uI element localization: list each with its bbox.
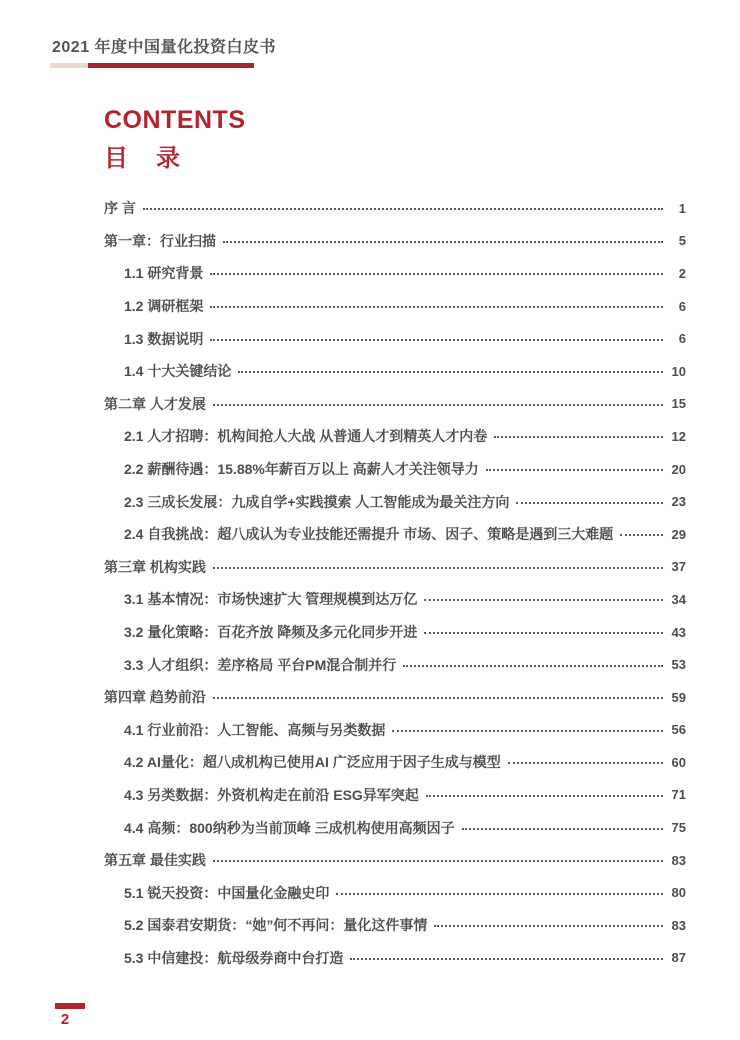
toc-entry-label: 2.3 三成长发展：九成自学+实践摸索 人工智能成为最关注方向 <box>124 493 510 510</box>
toc-entry-label: 3.1 基本情况：市场快速扩大 管理规模到达万亿 <box>124 591 418 608</box>
toc-entry-label: 第一章：行业扫描 <box>104 232 216 249</box>
toc-page-number: 83 <box>671 917 686 933</box>
toc-entry-label: 1.2 调研框架 <box>124 298 204 315</box>
toc-page-number: 43 <box>671 624 686 640</box>
toc-row <box>104 681 686 714</box>
toc-row <box>104 388 686 421</box>
toc-row <box>104 583 686 616</box>
toc-entry-label: 第五章 最佳实践 <box>104 852 206 869</box>
footer-page-number: 2 <box>60 1011 70 1028</box>
dot-leader <box>213 567 663 569</box>
toc-entry-label: 1.1 研究背景 <box>124 265 204 282</box>
toc-entry-label: 4.2 AI量化：超八成机构已使用AI 广泛应用于因子生成与模型 <box>124 754 501 771</box>
toc-row <box>104 811 686 844</box>
toc-row <box>104 192 686 225</box>
toc-row <box>104 225 686 258</box>
toc-page-number: 2 <box>678 265 686 281</box>
toc-entry-label: 4.3 另类数据：外资机构走在前沿 ESG异军突起 <box>124 786 419 803</box>
toc-page-number: 53 <box>671 657 686 673</box>
toc-page-number: 6 <box>678 298 686 314</box>
dot-leader <box>238 371 663 373</box>
header-rule-red-segment <box>88 63 254 68</box>
toc-entry-label: 1.3 数据说明 <box>124 330 204 347</box>
toc-entry-label: 5.2 国泰君安期货：“她”何不再问：量化这件事情 <box>124 917 428 934</box>
toc-entry-label: 5.3 中信建投：航母级券商中台打造 <box>124 949 344 966</box>
toc-row <box>104 942 686 975</box>
header-rule-pink-segment <box>50 63 88 68</box>
toc-page-number: 15 <box>671 396 686 412</box>
toc-entry-label: 3.2 量化策略：百花齐放 降频及多元化同步开进 <box>124 624 418 641</box>
dot-leader <box>516 502 663 504</box>
table-of-contents <box>104 192 686 974</box>
toc-entry-label: 4.1 行业前沿：人工智能、高频与另类数据 <box>124 721 386 738</box>
toc-page-number: 75 <box>671 820 686 836</box>
dot-leader <box>424 599 663 601</box>
contents-title-zh: 目 录 <box>104 145 182 172</box>
toc-page-number: 10 <box>671 363 686 379</box>
toc-entry-label: 4.4 高频：800纳秒为当前顶峰 三成机构使用高频因子 <box>124 819 455 836</box>
toc-row <box>104 420 686 453</box>
dot-leader <box>494 436 663 438</box>
dot-leader <box>486 469 663 471</box>
toc-entry-label: 1.4 十大关键结论 <box>124 363 232 380</box>
toc-row <box>104 714 686 747</box>
dot-leader <box>336 893 663 895</box>
dot-leader <box>392 730 663 732</box>
dot-leader <box>426 795 663 797</box>
toc-page-number: 5 <box>678 233 686 249</box>
toc-page-number: 71 <box>671 787 686 803</box>
toc-page-number: 20 <box>671 461 686 477</box>
toc-page-number: 59 <box>671 689 686 705</box>
toc-page-number: 6 <box>678 331 686 347</box>
toc-row <box>104 551 686 584</box>
toc-entry-label: 2.1 人才招聘：机构间抢人大战 从普通人才到精英人才内卷 <box>124 428 488 445</box>
toc-page-number: 83 <box>671 852 686 868</box>
toc-page-number: 23 <box>671 494 686 510</box>
dot-leader <box>223 241 663 243</box>
dot-leader <box>403 665 663 667</box>
toc-entry-label: 2.2 薪酬待遇：15.88%年薪百万以上 高薪人才关注领导力 <box>124 461 479 478</box>
toc-page-number: 60 <box>671 754 686 770</box>
document-header-title: 2021 年度中国量化投资白皮书 <box>52 39 277 56</box>
toc-entry-label: 3.3 人才组织：差序格局 平台PM混合制并行 <box>124 656 397 673</box>
dot-leader <box>213 404 663 406</box>
toc-entry-label: 5.1 锐天投资：中国量化金融史印 <box>124 884 330 901</box>
dot-leader <box>213 697 663 699</box>
header-rule <box>50 63 254 68</box>
toc-page-number: 12 <box>671 428 686 444</box>
toc-row <box>104 844 686 877</box>
contents-title-en: CONTENTS <box>104 106 246 134</box>
toc-row <box>104 453 686 486</box>
toc-page-number: 1 <box>678 200 686 216</box>
toc-row <box>104 876 686 909</box>
toc-entry-label: 2.4 自我挑战：超八成认为专业技能还需提升 市场、因子、策略是遇到三大难题 <box>124 526 614 543</box>
toc-row <box>104 290 686 323</box>
toc-entry-label: 第二章 人才发展 <box>104 395 206 412</box>
toc-row <box>104 779 686 812</box>
dot-leader <box>210 306 663 308</box>
dot-leader <box>424 632 663 634</box>
toc-row <box>104 616 686 649</box>
toc-row <box>104 355 686 388</box>
footer-accent-bar <box>55 1003 85 1009</box>
dot-leader <box>434 925 663 927</box>
toc-page-number: 87 <box>671 950 686 966</box>
dot-leader <box>462 828 663 830</box>
toc-row <box>104 257 686 290</box>
toc-entry-label: 第四章 趋势前沿 <box>104 689 206 706</box>
dot-leader <box>143 208 663 210</box>
toc-row <box>104 746 686 779</box>
dot-leader <box>210 273 663 275</box>
toc-entry-label: 第三章 机构实践 <box>104 558 206 575</box>
toc-row <box>104 518 686 551</box>
toc-row <box>104 648 686 681</box>
toc-page-number: 34 <box>671 591 686 607</box>
toc-page-number: 37 <box>671 559 686 575</box>
dot-leader <box>213 860 663 862</box>
dot-leader <box>620 534 663 536</box>
dot-leader <box>350 958 663 960</box>
toc-page-number: 56 <box>671 722 686 738</box>
toc-entry-label: 序 言 <box>104 200 136 217</box>
dot-leader <box>210 339 663 341</box>
toc-page-number: 80 <box>671 885 686 901</box>
dot-leader <box>508 762 663 764</box>
toc-row <box>104 485 686 518</box>
toc-row <box>104 322 686 355</box>
toc-page-number: 29 <box>671 526 686 542</box>
toc-row <box>104 909 686 942</box>
